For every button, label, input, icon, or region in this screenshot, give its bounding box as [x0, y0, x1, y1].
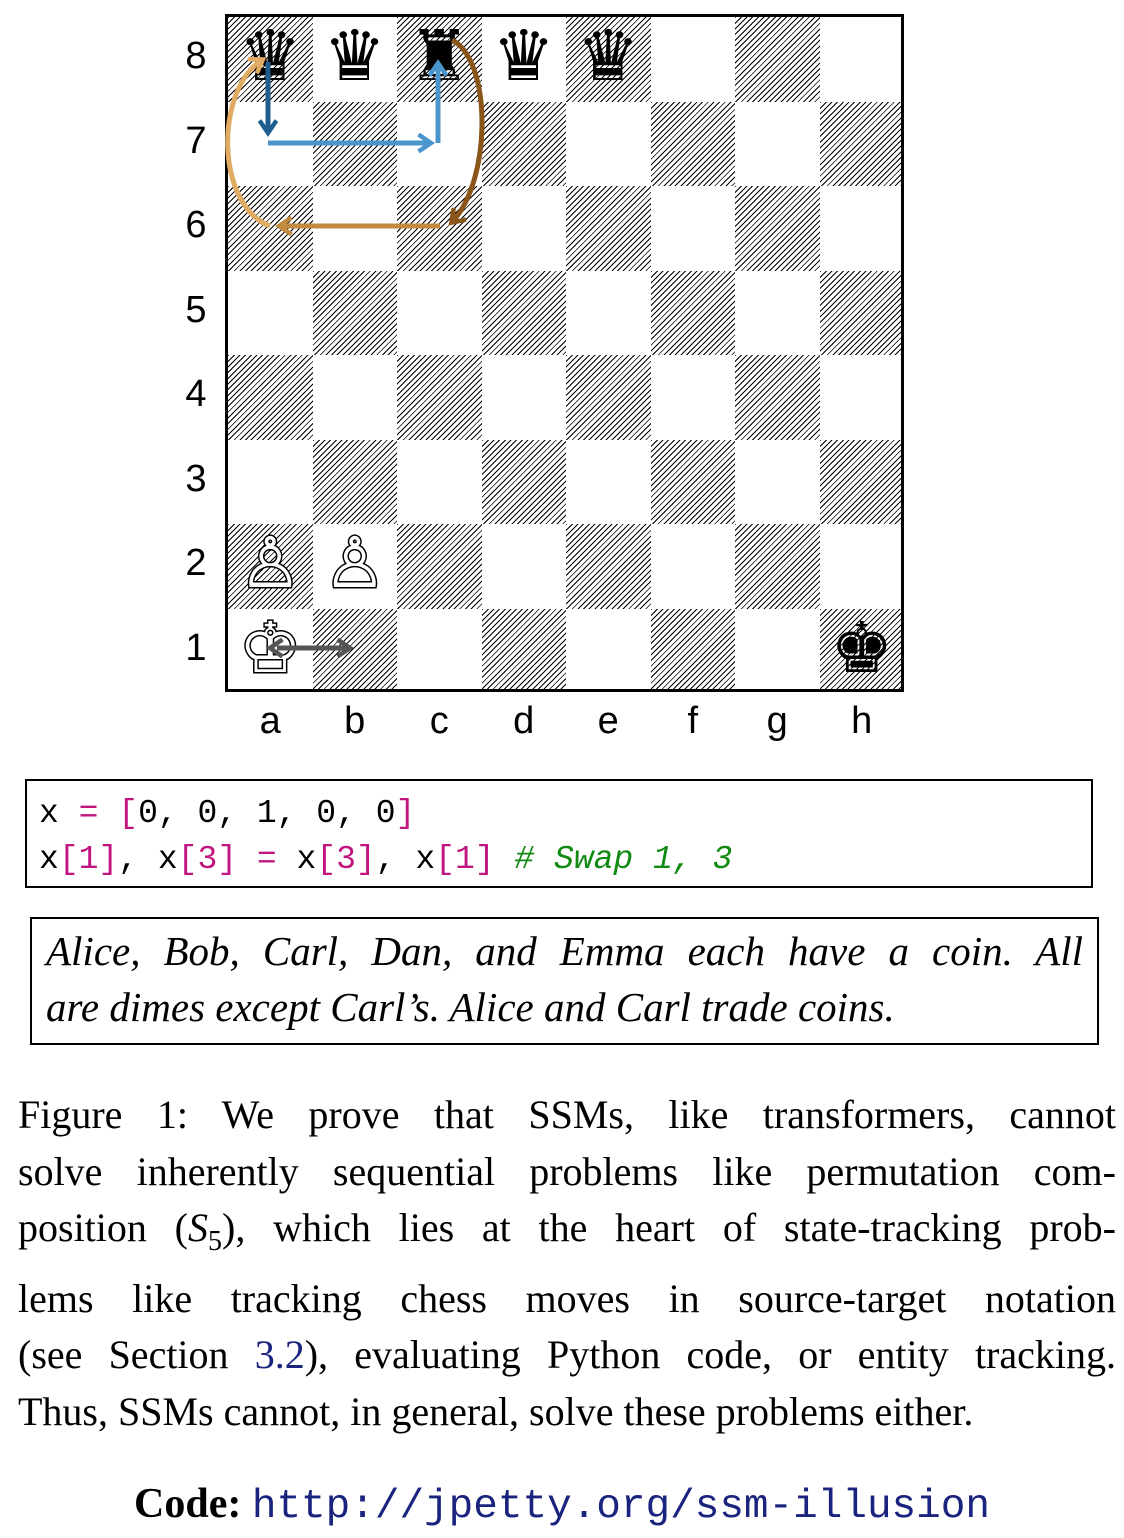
white-king-a1-icon: ♔: [238, 606, 302, 689]
file-label-g: g: [766, 700, 788, 742]
figure-caption: [18, 1087, 1116, 1440]
square-f2: [651, 524, 736, 609]
file-label-e: e: [597, 700, 619, 742]
square-c4: [397, 355, 482, 440]
square-d2: [482, 524, 567, 609]
file-label-h: h: [851, 700, 873, 742]
code-list: [: [118, 795, 139, 832]
story-line-1: Alice, Bob, Carl, Dan, and Emma each have a coin. All: [46, 928, 1083, 974]
square-c2: [397, 524, 482, 609]
square-d6: [482, 186, 567, 271]
square-g8: [735, 17, 820, 102]
square-g2: [735, 524, 820, 609]
square-e1: [566, 609, 651, 693]
black-queen-d8-icon: ♛: [492, 15, 556, 98]
square-f6: [651, 186, 736, 271]
code-label: Code:: [134, 1481, 242, 1527]
rank-label-4: 4: [185, 373, 207, 415]
square-h4: [820, 355, 905, 440]
square-e7: [566, 102, 651, 187]
black-queen-e8-icon: ♛: [576, 15, 640, 98]
square-h2: [820, 524, 905, 609]
rank-label-1: 1: [185, 626, 207, 669]
code-url-link[interactable]: http://jpetty.org/ssm-illusion: [251, 1484, 990, 1530]
square-c6: [397, 186, 482, 271]
file-label-b: b: [344, 700, 366, 742]
caption-line-2: solve inherently sequential problems like permutation com-: [18, 1148, 1116, 1194]
square-c1: [397, 609, 482, 693]
square-b6: [313, 186, 398, 271]
caption-line-4: lems like tracking chess moves in source-target notation: [18, 1275, 1116, 1321]
square-g6: [735, 186, 820, 271]
square-d7: [482, 102, 567, 187]
square-h8: [820, 17, 905, 102]
square-g1: [735, 609, 820, 693]
square-c3: [397, 440, 482, 525]
square-b1: [313, 609, 398, 693]
caption-line-5: (see Section 3.2), evaluating Python code, or entity tracking.: [18, 1332, 1116, 1377]
square-g7: [735, 102, 820, 187]
square-b3: [313, 440, 398, 525]
code-line-2: x[1], x[3] = x[3], x[1] # Swap 1, 3: [39, 841, 733, 878]
square-a7: [228, 102, 313, 187]
black-queen-b8-icon: ♛: [323, 15, 387, 98]
caption-line-3: position $(S_5)$, which lies at the heart of state-tracking prob-: [18, 1205, 1117, 1257]
code-list-values: 0, 0, 1, 0, 0: [138, 795, 396, 832]
square-d5: [482, 271, 567, 356]
rank-label-8: 8: [185, 35, 207, 77]
square-e3: [566, 440, 651, 525]
square-a3: [228, 440, 313, 525]
square-g4: [735, 355, 820, 440]
math-symbol: S: [188, 1205, 208, 1250]
rank-label-3: 3: [185, 457, 207, 500]
file-label-c: c: [429, 700, 449, 742]
black-rook-c8-icon: ♜: [407, 15, 471, 98]
square-h7: [820, 102, 905, 187]
black-queen-a8-icon: ♛: [238, 15, 302, 98]
square-f4: [651, 355, 736, 440]
square-g5: [735, 271, 820, 356]
square-f3: [651, 440, 736, 525]
chessboard: [225, 14, 904, 692]
square-h5: [820, 271, 905, 356]
square-d3: [482, 440, 567, 525]
square-f7: [651, 102, 736, 187]
white-pawn-a2-icon: ♙: [238, 522, 302, 605]
square-a5: [228, 271, 313, 356]
square-a4: [228, 355, 313, 440]
code-line-1: x = [0, 0, 1, 0, 0]: [39, 795, 416, 832]
square-g3: [735, 440, 820, 525]
square-d4: [482, 355, 567, 440]
square-a6: [228, 186, 313, 271]
square-f1: [651, 609, 736, 693]
square-b5: [313, 271, 398, 356]
black-king-h1-icon: ♚: [830, 606, 894, 689]
python-code-box: [25, 779, 1093, 888]
square-h3: [820, 440, 905, 525]
square-e6: [566, 186, 651, 271]
entity-tracking-story: [30, 917, 1099, 1045]
story-line-2: are dimes except Carl’s. Alice and Carl trade coins.: [46, 984, 895, 1030]
caption-line-1: Figure 1: We prove that SSMs, like transformers, cannot: [18, 1092, 1116, 1137]
square-e2: [566, 524, 651, 609]
code-link-line: [0, 1480, 1124, 1530]
square-b4: [313, 355, 398, 440]
square-e4: [566, 355, 651, 440]
code-comment: # Swap 1, 3: [514, 841, 733, 878]
caption-line-6: Thus, SSMs cannot, in general, solve these problems either.: [18, 1388, 974, 1434]
square-c7: [397, 102, 482, 187]
square-f5: [651, 271, 736, 356]
square-d1: [482, 609, 567, 693]
file-label-d: d: [513, 700, 535, 742]
square-f8: [651, 17, 736, 102]
section-link[interactable]: 3.2: [254, 1332, 305, 1377]
rank-label-5: 5: [185, 288, 207, 331]
square-c5: [397, 271, 482, 356]
square-h6: [820, 186, 905, 271]
rank-label-2: 2: [185, 542, 207, 584]
square-b7: [313, 102, 398, 187]
square-e5: [566, 271, 651, 356]
white-pawn-b2-icon: ♙: [323, 522, 387, 605]
file-label-a: a: [259, 700, 281, 742]
file-label-f: f: [687, 700, 699, 742]
rank-label-6: 6: [185, 204, 207, 246]
rank-label-7: 7: [185, 119, 207, 162]
